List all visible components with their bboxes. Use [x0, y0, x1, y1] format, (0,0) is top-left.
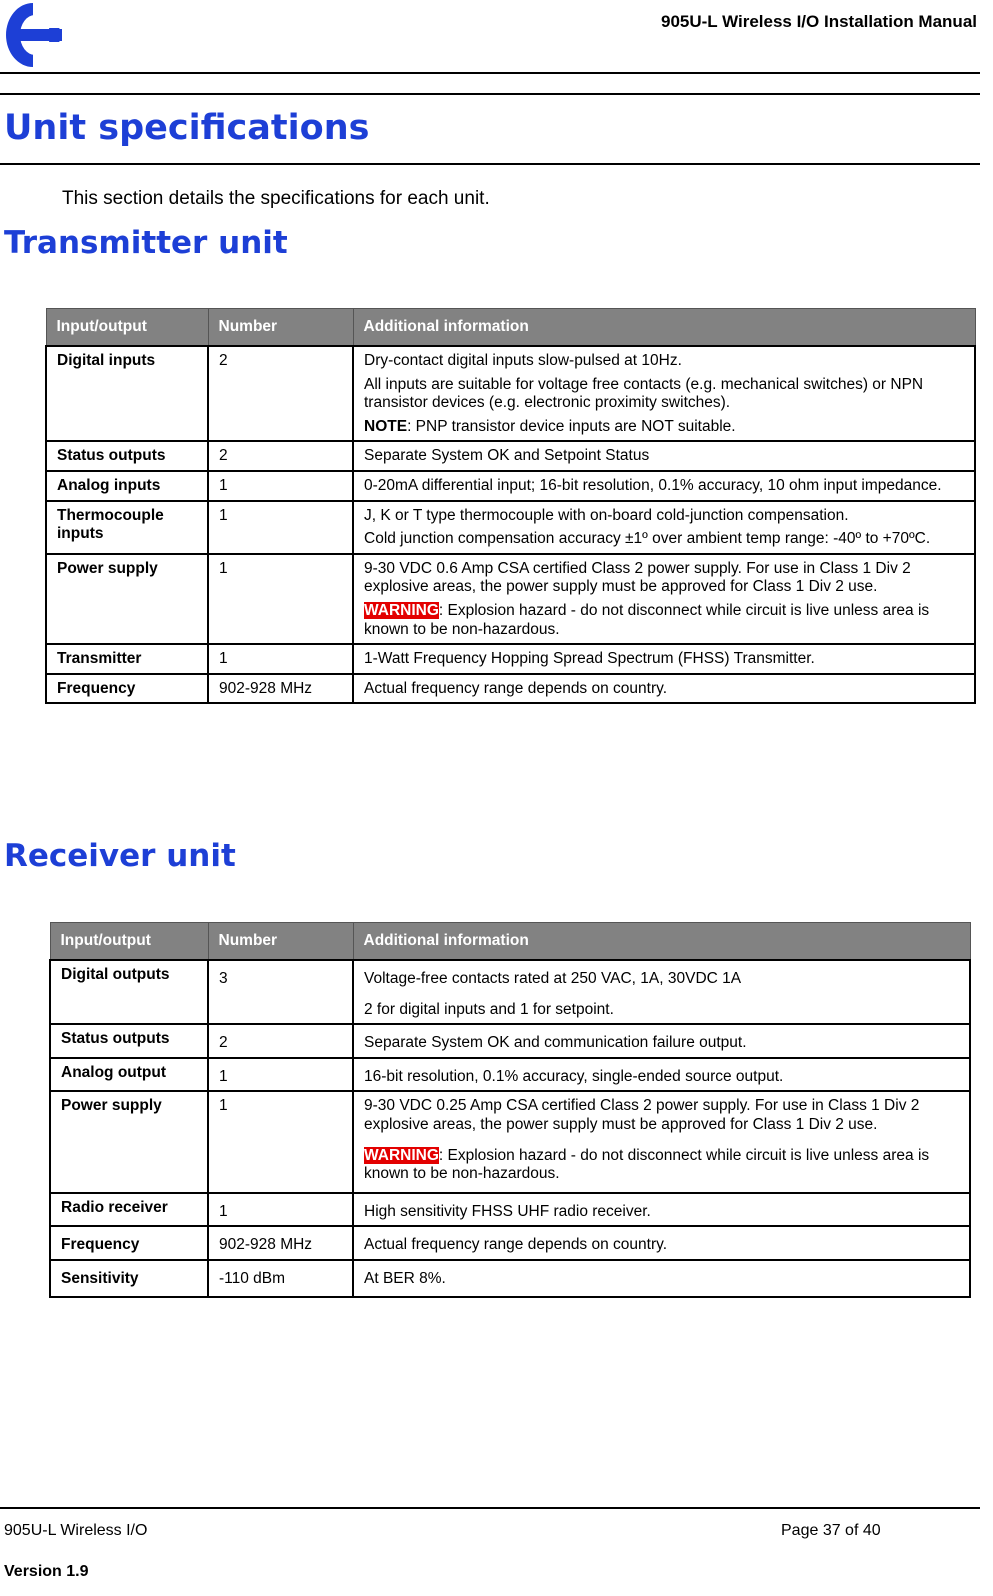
table-row	[50, 1058, 970, 1092]
info-cell	[353, 501, 975, 554]
info-cell	[353, 1226, 970, 1260]
io-cell: Sensitivity	[50, 1260, 208, 1297]
io-cell: Status outputs	[50, 1024, 208, 1058]
transmitter-spec-table	[45, 308, 976, 704]
io-cell: Frequency	[50, 1226, 208, 1260]
info-cell	[353, 1058, 970, 1092]
warning-text: : Explosion hazard - do not disconnect while circuit is live unless area is known to be non-hazardous.	[364, 1146, 930, 1183]
io-cell: Thermocouple inputs	[46, 501, 208, 554]
info-cell	[353, 1024, 970, 1058]
column-header: Input/output	[50, 923, 208, 961]
info-line: 0-20mA differential input; 16-bit resolution, 0.1% accuracy, 10 ohm input impedance.	[364, 476, 942, 494]
number-cell: 1	[208, 1193, 353, 1227]
info-cell	[353, 554, 975, 644]
footer-product: 905U-L Wireless I/O	[4, 1522, 148, 1539]
info-line: High sensitivity FHSS UHF radio receiver.	[364, 1202, 651, 1220]
info-line: Voltage-free contacts rated at 250 VAC, 1A, 30VDC 1A	[364, 970, 742, 987]
table-row	[50, 1260, 970, 1297]
info-line: Actual frequency range depends on country.	[364, 1236, 668, 1254]
info-cell	[353, 346, 975, 441]
number-cell: 2	[208, 1024, 353, 1058]
io-cell: Analog inputs	[46, 471, 208, 501]
info-cell	[353, 674, 975, 704]
table-header-row	[46, 309, 975, 347]
header-rule	[0, 72, 980, 74]
info-line: Separate System OK and Setpoint Status	[364, 447, 650, 465]
title-top-rule	[0, 93, 980, 95]
io-cell: Radio receiver	[50, 1193, 208, 1227]
number-cell: -110 dBm	[208, 1260, 353, 1297]
number-cell: 902-928 MHz	[208, 674, 353, 704]
note-label: NOTE	[364, 417, 408, 435]
number-cell: 1	[208, 1091, 353, 1192]
info-line: 16-bit resolution, 0.1% accuracy, single-ended source output.	[364, 1067, 784, 1085]
info-line: 9-30 VDC 0.6 Amp CSA certified Class 2 power supply. For use in Class 1 Div 2 explosive areas, the power supply must be approved for Class 1 Div 2 use.	[364, 559, 911, 596]
company-logo-icon	[4, 1, 62, 69]
info-line: J, K or T type thermocouple with on-board cold-junction compensation.	[364, 506, 849, 524]
number-cell: 3	[208, 960, 353, 1024]
footer-version: Version 1.9	[4, 1563, 89, 1580]
warning-text: : Explosion hazard - do not disconnect while circuit is live unless area is known to be non-hazardous.	[364, 601, 930, 638]
info-line: 9-30 VDC 0.25 Amp CSA certified Class 2 power supply. For use in Class 1 Div 2 explosive areas, the power supply must be approved for Class 1 Div 2 use.	[364, 1097, 920, 1133]
number-cell: 902-928 MHz	[208, 1226, 353, 1260]
io-cell: Digital outputs	[50, 960, 208, 1024]
info-cell	[353, 471, 975, 501]
info-line: Cold junction compensation accuracy ±1º over ambient temp range: -40º to +70ºC.	[364, 530, 931, 548]
table-row	[46, 471, 975, 501]
receiver-spec-table	[49, 922, 971, 1298]
table-row	[46, 441, 975, 471]
title-bottom-rule	[0, 163, 980, 165]
intro-text: This section details the specifications for each unit.	[62, 188, 490, 209]
info-cell	[353, 1260, 970, 1297]
number-cell: 1	[208, 471, 353, 501]
document-title: 905U-L Wireless I/O Installation Manual	[660, 12, 977, 31]
number-cell: 1	[208, 554, 353, 644]
table-row	[46, 644, 975, 674]
column-header: Additional information	[353, 309, 975, 347]
number-cell: 2	[208, 441, 353, 471]
info-cell	[353, 1091, 970, 1192]
page-title: Unit specifications	[4, 108, 370, 148]
io-cell: Power supply	[50, 1091, 208, 1192]
table-row	[46, 346, 975, 441]
info-cell	[353, 441, 975, 471]
receiver-section-title: Receiver unit	[4, 838, 236, 874]
info-line: 2 for digital inputs and 1 for setpoint.	[364, 1000, 614, 1018]
footer-page-number: Page 37 of 40	[781, 1522, 881, 1539]
info-line: Actual frequency range depends on country.	[364, 679, 668, 697]
table-row	[50, 1091, 970, 1192]
io-cell: Status outputs	[46, 441, 208, 471]
number-cell: 1	[208, 644, 353, 674]
column-header: Input/output	[46, 309, 208, 347]
number-cell: 1	[208, 1058, 353, 1092]
io-cell: Power supply	[46, 554, 208, 644]
info-line: Dry-contact digital inputs slow-pulsed at 10Hz.	[364, 352, 682, 369]
warning-label: WARNING	[364, 1146, 439, 1164]
note-line	[364, 418, 964, 437]
table-row	[50, 960, 970, 1024]
table-row	[46, 554, 975, 644]
info-line: All inputs are suitable for voltage free contacts (e.g. mechanical switches) or NPN transistor devices (e.g. electronic proximity switches).	[364, 375, 924, 412]
info-line: At BER 8%.	[364, 1269, 446, 1287]
table-row	[46, 501, 975, 554]
column-header: Additional information	[353, 923, 970, 961]
number-cell: 2	[208, 346, 353, 441]
io-cell: Analog output	[50, 1058, 208, 1092]
io-cell: Transmitter	[46, 644, 208, 674]
transmitter-section-title: Transmitter unit	[4, 225, 288, 261]
info-line: Separate System OK and communication failure output.	[364, 1034, 747, 1052]
table-row	[50, 1226, 970, 1260]
info-cell	[353, 644, 975, 674]
table-header-row	[50, 923, 970, 961]
warning-label: WARNING	[364, 601, 439, 619]
io-cell: Digital inputs	[46, 346, 208, 441]
column-header: Number	[208, 923, 353, 961]
note-text: : PNP transistor device inputs are NOT suitable.	[407, 417, 736, 435]
info-line: 1-Watt Frequency Hopping Spread Spectrum (FHSS) Transmitter.	[364, 650, 815, 668]
info-cell	[353, 960, 970, 1024]
warning-line	[364, 1147, 959, 1184]
warning-line	[364, 602, 964, 639]
info-cell	[353, 1193, 970, 1227]
io-cell: Frequency	[46, 674, 208, 704]
number-cell: 1	[208, 501, 353, 554]
column-header: Number	[208, 309, 353, 347]
footer-rule	[0, 1507, 980, 1509]
table-row	[46, 674, 975, 704]
table-row	[50, 1193, 970, 1227]
table-row	[50, 1024, 970, 1058]
